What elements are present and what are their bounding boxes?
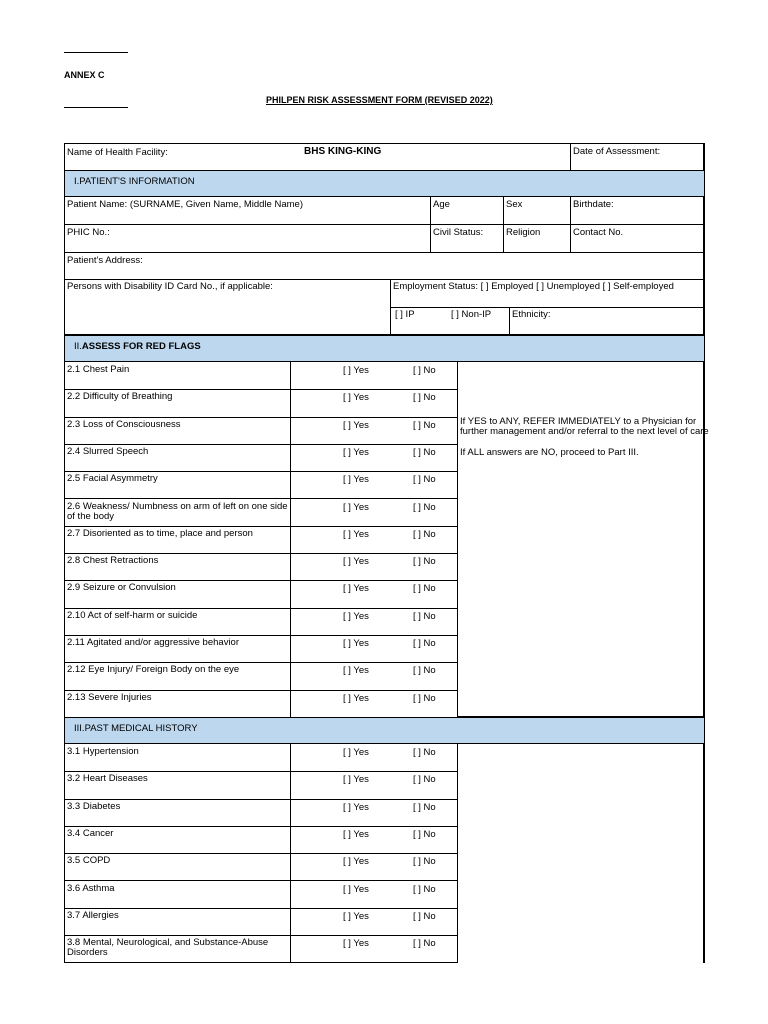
question-label: 3.3 Diabetes bbox=[67, 800, 121, 812]
question-label: 3.8 Mental, Neurological, and Substance-Abuse Disorders bbox=[67, 937, 269, 959]
no-checkbox[interactable]: [ ] No bbox=[413, 474, 436, 486]
yes-checkbox[interactable]: [ ] Yes bbox=[343, 774, 369, 786]
annex-label: ANNEX C bbox=[64, 70, 105, 80]
yes-checkbox[interactable]: [ ] Yes bbox=[343, 392, 369, 404]
yes-checkbox[interactable]: [ ] Yes bbox=[343, 692, 369, 704]
section-roman: II. bbox=[74, 341, 82, 352]
non-ip-option[interactable]: [ ] Non-IP bbox=[451, 309, 492, 320]
column-divider bbox=[290, 744, 291, 771]
no-checkbox[interactable]: [ ] No bbox=[413, 583, 436, 595]
birthdate-cell[interactable] bbox=[570, 197, 705, 225]
section-roman: III. bbox=[74, 723, 85, 734]
column-divider bbox=[290, 580, 291, 607]
question-label: 2.2 Difficulty of Breathing bbox=[67, 391, 173, 403]
column-divider bbox=[290, 935, 291, 962]
no-checkbox[interactable]: [ ] No bbox=[413, 856, 436, 868]
question-label: 2.13 Severe Injuries bbox=[67, 691, 152, 703]
question-label: 3.4 Cancer bbox=[67, 827, 114, 839]
column-divider bbox=[290, 853, 291, 880]
sex-label: Sex bbox=[506, 199, 523, 210]
column-divider bbox=[290, 608, 291, 635]
no-checkbox[interactable]: [ ] No bbox=[413, 883, 436, 895]
form-right-border bbox=[703, 744, 705, 963]
yes-checkbox[interactable]: [ ] Yes bbox=[343, 801, 369, 813]
question-row bbox=[64, 771, 458, 799]
column-divider bbox=[290, 444, 291, 471]
yes-checkbox[interactable]: [ ] Yes bbox=[343, 910, 369, 922]
no-checkbox[interactable]: [ ] No bbox=[413, 801, 436, 813]
date-of-assessment-label: Date of Assessment: bbox=[573, 146, 661, 157]
column-divider bbox=[290, 826, 291, 853]
no-checkbox[interactable]: [ ] No bbox=[413, 938, 436, 950]
no-checkbox[interactable]: [ ] No bbox=[413, 828, 436, 840]
assessment-form bbox=[64, 143, 709, 963]
facility-name-label: Name of Health Facility: bbox=[67, 147, 168, 158]
question-label: 2.7 Disoriented as to time, place and person bbox=[67, 527, 253, 539]
question-row bbox=[64, 935, 458, 963]
no-checkbox[interactable]: [ ] No bbox=[413, 665, 436, 677]
question-row bbox=[64, 389, 458, 417]
question-row bbox=[64, 608, 458, 636]
religion-cell[interactable] bbox=[503, 225, 570, 253]
no-checkbox[interactable]: [ ] No bbox=[413, 610, 436, 622]
phic-label: PHIC No.: bbox=[67, 227, 110, 238]
yes-checkbox[interactable]: [ ] Yes bbox=[343, 747, 369, 758]
section-patient-info-header bbox=[64, 170, 705, 197]
column-divider bbox=[290, 417, 291, 444]
column-divider bbox=[290, 362, 291, 389]
section-title: PAST MEDICAL HISTORY bbox=[84, 723, 198, 734]
column-divider bbox=[290, 389, 291, 416]
yes-checkbox[interactable]: [ ] Yes bbox=[343, 556, 369, 568]
question-label: 2.6 Weakness/ Numbness on arm of left on one side of the body bbox=[67, 500, 288, 522]
bottom-rule bbox=[64, 107, 128, 108]
question-row bbox=[64, 580, 458, 608]
yes-checkbox[interactable]: [ ] Yes bbox=[343, 665, 369, 677]
civil-status-cell[interactable] bbox=[430, 225, 503, 253]
question-label: 3.5 COPD bbox=[67, 855, 111, 867]
yes-checkbox[interactable]: [ ] Yes bbox=[343, 501, 369, 513]
patient-name-cell[interactable] bbox=[64, 197, 430, 225]
civil-status-label: Civil Status: bbox=[433, 227, 484, 238]
section-title: PATIENT'S INFORMATION bbox=[79, 176, 195, 187]
question-row bbox=[64, 635, 458, 663]
yes-checkbox[interactable]: [ ] Yes bbox=[343, 828, 369, 840]
date-of-assessment-cell[interactable] bbox=[570, 143, 705, 171]
question-row bbox=[64, 499, 458, 527]
red-flags-note-line2: further management and/or referral to the next level of care bbox=[460, 426, 709, 437]
pwd-cell[interactable] bbox=[64, 280, 390, 335]
question-label: 2.5 Facial Asymmetry bbox=[67, 473, 158, 485]
religion-label: Religion bbox=[506, 227, 541, 238]
facility-name-cell[interactable] bbox=[64, 143, 570, 171]
no-checkbox[interactable]: [ ] No bbox=[413, 747, 436, 758]
contact-label: Contact No. bbox=[573, 227, 624, 238]
no-checkbox[interactable]: [ ] No bbox=[413, 528, 436, 540]
employment-status-label: Employment Status: [ ] Employed [ ] Unemployed [ ] Self-employed bbox=[393, 281, 674, 292]
address-cell[interactable] bbox=[64, 253, 705, 280]
ethnicity-cell[interactable] bbox=[509, 308, 705, 335]
pwd-label: Persons with Disability ID Card No., if applicable: bbox=[67, 281, 273, 292]
column-divider bbox=[290, 690, 291, 717]
column-divider bbox=[290, 799, 291, 826]
question-row bbox=[64, 690, 458, 718]
column-divider bbox=[290, 635, 291, 662]
column-divider bbox=[290, 553, 291, 580]
question-row bbox=[64, 908, 458, 936]
red-flags-note-line1: If YES to ANY, REFER IMMEDIATELY to a Physician for bbox=[460, 416, 697, 427]
question-label: 2.3 Loss of Consciousness bbox=[67, 418, 181, 430]
question-label: 2.1 Chest Pain bbox=[67, 364, 130, 375]
yes-checkbox[interactable]: [ ] Yes bbox=[343, 365, 369, 376]
no-checkbox[interactable]: [ ] No bbox=[413, 446, 436, 458]
ip-status-cell[interactable] bbox=[390, 308, 509, 335]
phic-cell[interactable] bbox=[64, 225, 430, 253]
yes-checkbox[interactable]: [ ] Yes bbox=[343, 419, 369, 431]
no-checkbox[interactable]: [ ] No bbox=[413, 774, 436, 786]
question-row bbox=[64, 799, 458, 827]
red-flags-list bbox=[64, 362, 458, 717]
column-divider bbox=[290, 771, 291, 798]
form-title: PHILPEN RISK ASSESSMENT FORM (REVISED 2022) bbox=[266, 95, 493, 105]
question-row bbox=[64, 444, 458, 472]
question-label: 2.9 Seizure or Convulsion bbox=[67, 582, 176, 594]
section-title: ASSESS FOR RED FLAGS bbox=[81, 341, 201, 352]
yes-checkbox[interactable]: [ ] Yes bbox=[343, 610, 369, 622]
yes-checkbox[interactable]: [ ] Yes bbox=[343, 446, 369, 458]
sex-cell[interactable] bbox=[503, 197, 570, 225]
yes-checkbox[interactable]: [ ] Yes bbox=[343, 938, 369, 950]
yes-checkbox[interactable]: [ ] Yes bbox=[343, 856, 369, 868]
question-row bbox=[64, 744, 458, 772]
question-row bbox=[64, 417, 458, 445]
red-flags-note-cell bbox=[458, 362, 709, 717]
question-label: 2.8 Chest Retractions bbox=[67, 555, 159, 567]
column-divider bbox=[290, 662, 291, 689]
question-row bbox=[64, 553, 458, 581]
ip-option[interactable]: [ ] IP bbox=[395, 309, 415, 320]
no-checkbox[interactable]: [ ] No bbox=[413, 910, 436, 922]
red-flags-note-proceed: If ALL answers are NO, proceed to Part III. bbox=[460, 447, 639, 458]
age-cell[interactable] bbox=[430, 197, 503, 225]
question-label: 2.12 Eye Injury/ Foreign Body on the eye bbox=[67, 664, 240, 676]
question-row bbox=[64, 662, 458, 690]
birthdate-label: Birthdate: bbox=[573, 199, 614, 210]
no-checkbox[interactable]: [ ] No bbox=[413, 365, 436, 376]
question-label: 2.10 Act of self-harm or suicide bbox=[67, 609, 198, 621]
question-label: 3.2 Heart Diseases bbox=[67, 773, 148, 785]
question-row bbox=[64, 471, 458, 499]
question-row bbox=[64, 362, 458, 390]
yes-checkbox[interactable]: [ ] Yes bbox=[343, 638, 369, 649]
employment-status-cell[interactable] bbox=[390, 280, 705, 308]
top-rule bbox=[64, 52, 128, 53]
no-checkbox[interactable]: [ ] No bbox=[413, 638, 436, 649]
column-divider bbox=[290, 471, 291, 498]
question-label: 3.1 Hypertension bbox=[67, 746, 139, 757]
yes-checkbox[interactable]: [ ] Yes bbox=[343, 474, 369, 486]
yes-checkbox[interactable]: [ ] Yes bbox=[343, 528, 369, 540]
ethnicity-label: Ethnicity: bbox=[512, 309, 551, 320]
no-checkbox[interactable]: [ ] No bbox=[413, 392, 436, 404]
contact-cell[interactable] bbox=[570, 225, 705, 253]
section-roman: I. bbox=[74, 176, 80, 187]
question-label: 3.6 Asthma bbox=[67, 882, 115, 894]
column-divider bbox=[290, 908, 291, 935]
facility-name-value: BHS KING-KING bbox=[304, 146, 382, 157]
patient-name-label: Patient Name: (SURNAME, Given Name, Middle Name) bbox=[67, 199, 303, 210]
no-checkbox[interactable]: [ ] No bbox=[413, 556, 436, 568]
question-row bbox=[64, 881, 458, 909]
no-checkbox[interactable]: [ ] No bbox=[413, 501, 436, 513]
past-medical-history-list bbox=[64, 744, 458, 963]
address-label: Patient's Address: bbox=[67, 255, 143, 266]
question-row bbox=[64, 853, 458, 881]
question-label: 3.7 Allergies bbox=[67, 909, 119, 921]
question-label: 2.4 Slurred Speech bbox=[67, 445, 149, 457]
column-divider bbox=[290, 881, 291, 908]
section-past-medical-history-header bbox=[64, 717, 705, 744]
section-red-flags-header bbox=[64, 335, 705, 362]
question-row bbox=[64, 526, 458, 554]
question-row bbox=[64, 826, 458, 854]
yes-checkbox[interactable]: [ ] Yes bbox=[343, 883, 369, 895]
column-divider bbox=[290, 499, 291, 526]
yes-checkbox[interactable]: [ ] Yes bbox=[343, 583, 369, 595]
no-checkbox[interactable]: [ ] No bbox=[413, 692, 436, 704]
question-label: 2.11 Agitated and/or aggressive behavior bbox=[67, 637, 239, 648]
column-divider bbox=[290, 526, 291, 553]
age-label: Age bbox=[433, 199, 450, 210]
no-checkbox[interactable]: [ ] No bbox=[413, 419, 436, 431]
